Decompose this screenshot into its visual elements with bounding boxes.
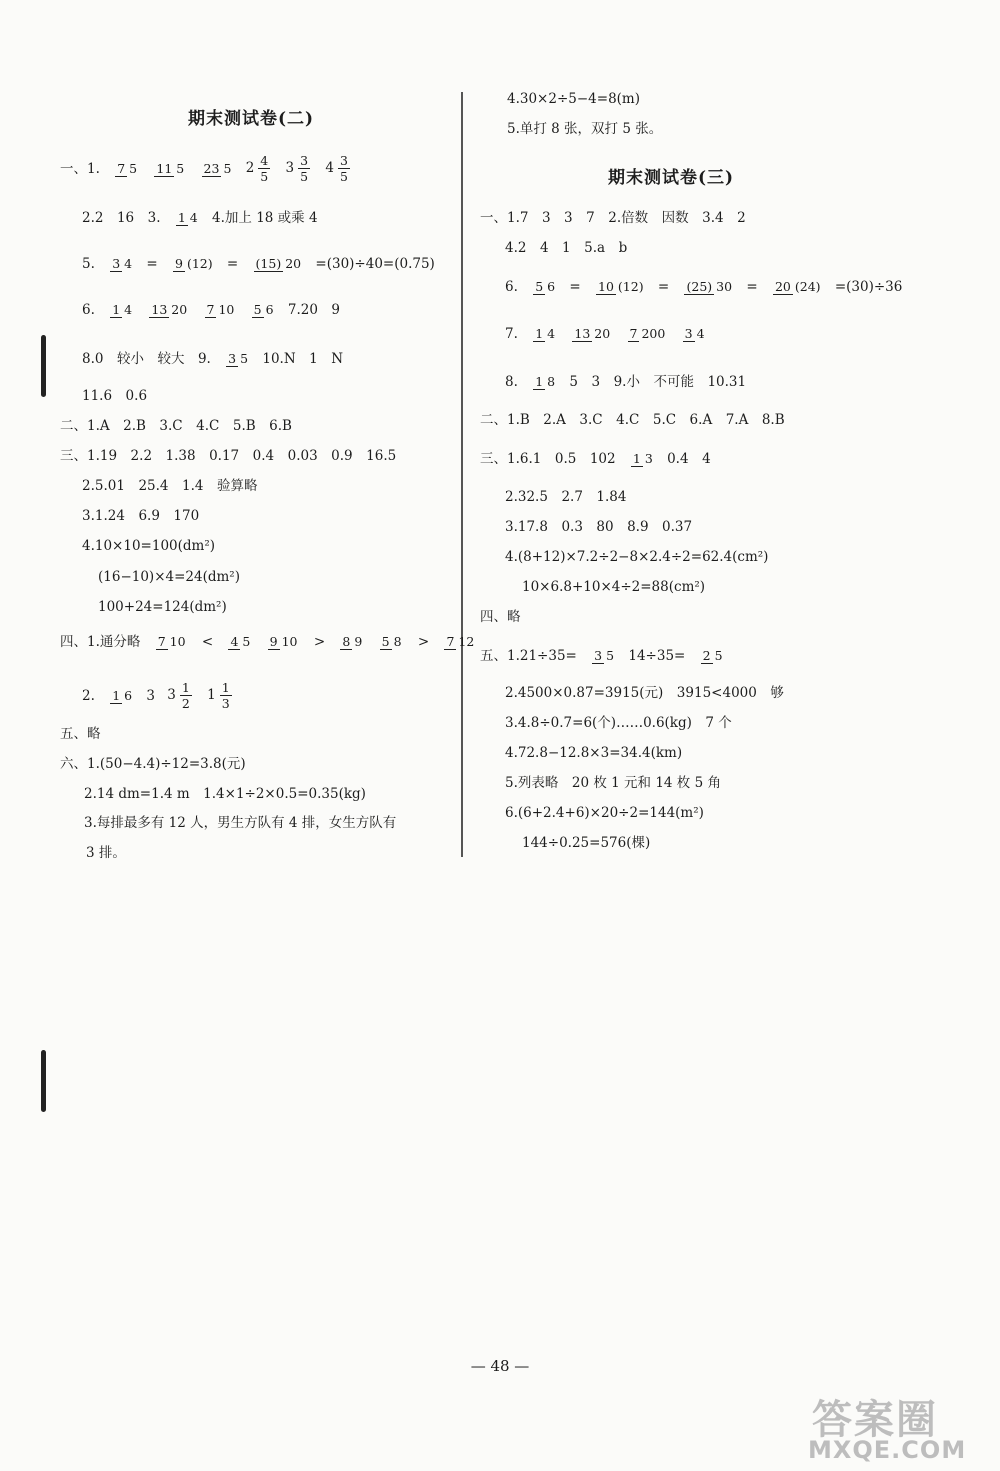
fraction: (15) 20 <box>255 256 302 271</box>
answer-line: 7. 1 4 13 20 7 200 3 4 <box>505 325 705 342</box>
answer-line: 6. 5 6 = 10 (12) = (25) 30 = 20 (24) =(30)÷36 <box>505 278 903 295</box>
page-number: — 48 — <box>470 1357 530 1375</box>
fraction: 1 3 <box>632 451 653 466</box>
fraction: 20 (24) <box>774 279 821 294</box>
section-title: 期末测试卷(三) <box>608 168 735 188</box>
fraction: 13 20 <box>574 326 611 341</box>
answer-line: 二、1.B 2.A 3.C 4.C 5.C 6.A 7.A 8.B <box>480 412 785 428</box>
answer-line: 5.列表略 20 枚 1 元和 14 枚 5 角 <box>505 775 721 791</box>
answer-line: 3 排。 <box>86 845 126 861</box>
answer-line: 2.4500×0.87=3915(元) 3915<4000 够 <box>505 685 784 701</box>
answer-line: 四、1.通分略 7 10 < 4 5 9 10 > 8 9 5 8 > 7 12 <box>60 633 475 650</box>
answer-line: 4.(8+12)×7.2÷2−8×2.4÷2=62.4(cm²) <box>505 549 769 565</box>
fraction: 1 6 <box>112 688 133 703</box>
fraction: 3 4 <box>112 256 133 271</box>
watermark-url: MXQE.COM <box>808 1436 967 1464</box>
mixed-number: 1 $\frac{1}{3}$ <box>207 680 230 711</box>
answer-line: 一、1. 7 5 11 5 23 5 2 $\frac{4}{5}$ 3 $\frac{3}{5}$ 4 $\frac{3}{5}$ <box>60 153 361 184</box>
answer-line: 五、1.21÷35= 3 5 14÷35= 2 5 <box>480 647 723 664</box>
answer-line: 2.32.5 2.7 1.84 <box>505 489 627 505</box>
answer-line: (16−10)×4=24(dm²) <box>98 569 240 585</box>
fraction: 7 5 <box>117 161 138 176</box>
answer-line: 一、1.7 3 3 7 2.倍数 因数 3.4 2 <box>480 210 746 226</box>
fraction: 13 20 <box>151 302 188 317</box>
answer-line: 三、1.19 2.2 1.38 0.17 0.4 0.03 0.9 16.5 <box>60 448 397 464</box>
answer-line: 3.4.8÷0.7=6(个)……0.6(kg) 7 个 <box>505 715 732 731</box>
fraction: 4 5 <box>230 634 251 649</box>
answer-line: 100+24=124(dm²) <box>98 599 227 615</box>
mixed-number: 2 $\frac{4}{5}$ <box>245 153 269 184</box>
answer-line: 4.30×2÷5−4=8(m) <box>507 91 640 107</box>
mixed-number: 3 $\frac{3}{5}$ <box>285 153 309 184</box>
fraction: 7 200 <box>629 326 666 341</box>
answer-line: 3.17.8 0.3 80 8.9 0.37 <box>505 519 693 535</box>
scan-mark-bottom <box>41 1050 46 1112</box>
fraction: 7 10 <box>157 634 186 649</box>
answer-line: 六、1.(50−4.4)÷12=3.8(元) <box>60 756 246 772</box>
fraction: 10 (12) <box>598 279 644 294</box>
scan-mark-top <box>41 335 46 397</box>
fraction: 11 5 <box>156 161 185 176</box>
answer-line: 二、1.A 2.B 3.C 4.C 5.B 6.B <box>60 418 292 434</box>
answer-line: 6. 1 4 13 20 7 10 5 6 7.20 9 <box>82 301 341 318</box>
fraction: 3 5 <box>594 648 615 663</box>
fraction: 1 8 <box>535 374 556 389</box>
column-divider <box>461 92 463 857</box>
fraction: 5 6 <box>535 279 556 294</box>
answer-line: 3.1.24 6.9 170 <box>82 508 200 524</box>
answer-line: 11.6 0.6 <box>82 388 148 404</box>
answer-line: 8. 1 8 5 3 9.小 不可能 10.31 <box>505 373 747 390</box>
fraction: 3 5 <box>228 351 249 366</box>
answer-line: 2.2 16 3. 1 4 4.加上 18 或乘 4 <box>82 209 318 226</box>
fraction: 7 10 <box>206 302 235 317</box>
mixed-number: 3 $\frac{1}{2}$ <box>167 680 190 711</box>
answer-line: 144÷0.25=576(棵) <box>522 835 651 851</box>
answer-line: 4.2 4 1 5.a b <box>505 240 628 256</box>
answer-line: 4.72.8−12.8×3=34.4(km) <box>505 745 683 761</box>
fraction: 1 4 <box>112 302 133 317</box>
fraction: 5 8 <box>381 634 402 649</box>
answer-line: 6.(6+2.4+6)×20÷2=144(m²) <box>505 805 704 821</box>
fraction: (25) 30 <box>686 279 733 294</box>
answer-line: 五、略 <box>60 726 101 742</box>
answer-line: 2.14 dm=1.4 m 1.4×1÷2×0.5=0.35(kg) <box>84 786 366 802</box>
section-title: 期末测试卷(二) <box>188 109 315 129</box>
answer-line: 5.单打 8 张，双打 5 张。 <box>507 121 663 137</box>
answer-line: 四、略 <box>480 609 521 625</box>
fraction: 1 4 <box>535 326 556 341</box>
fraction: 2 5 <box>702 648 723 663</box>
fraction: 9 (12) <box>175 256 213 271</box>
answer-line: 三、1.6.1 0.5 102 1 3 0.4 4 <box>480 450 711 467</box>
fraction: 7 12 <box>446 634 475 649</box>
fraction: 5 6 <box>253 302 274 317</box>
answer-line: 8.0 较小 较大 9. 3 5 10.N 1 N <box>82 350 344 367</box>
fraction: 23 5 <box>203 161 232 176</box>
answer-line: 2. 1 6 3 3 $\frac{1}{2}$ 1 $\frac{1}{3}$ <box>82 680 243 711</box>
answer-line: 2.5.01 25.4 1.4 验算略 <box>82 478 258 494</box>
mixed-number: 4 $\frac{3}{5}$ <box>325 153 348 184</box>
fraction: 3 4 <box>684 326 705 341</box>
fraction: 9 10 <box>269 634 298 649</box>
answer-line: 4.10×10=100(dm²) <box>82 538 216 554</box>
answer-line: 5. 3 4 = 9 (12) = (15) 20 =(30)÷40=(0.75) <box>82 255 435 272</box>
watermark-logo: 答案圈 <box>812 1397 938 1443</box>
fraction: 1 4 <box>177 210 198 225</box>
answer-line: 10×6.8+10×4÷2=88(cm²) <box>522 579 706 595</box>
fraction: 8 9 <box>342 634 363 649</box>
answer-line: 3.每排最多有 12 人，男生方队有 4 排，女生方队有 <box>84 815 397 831</box>
